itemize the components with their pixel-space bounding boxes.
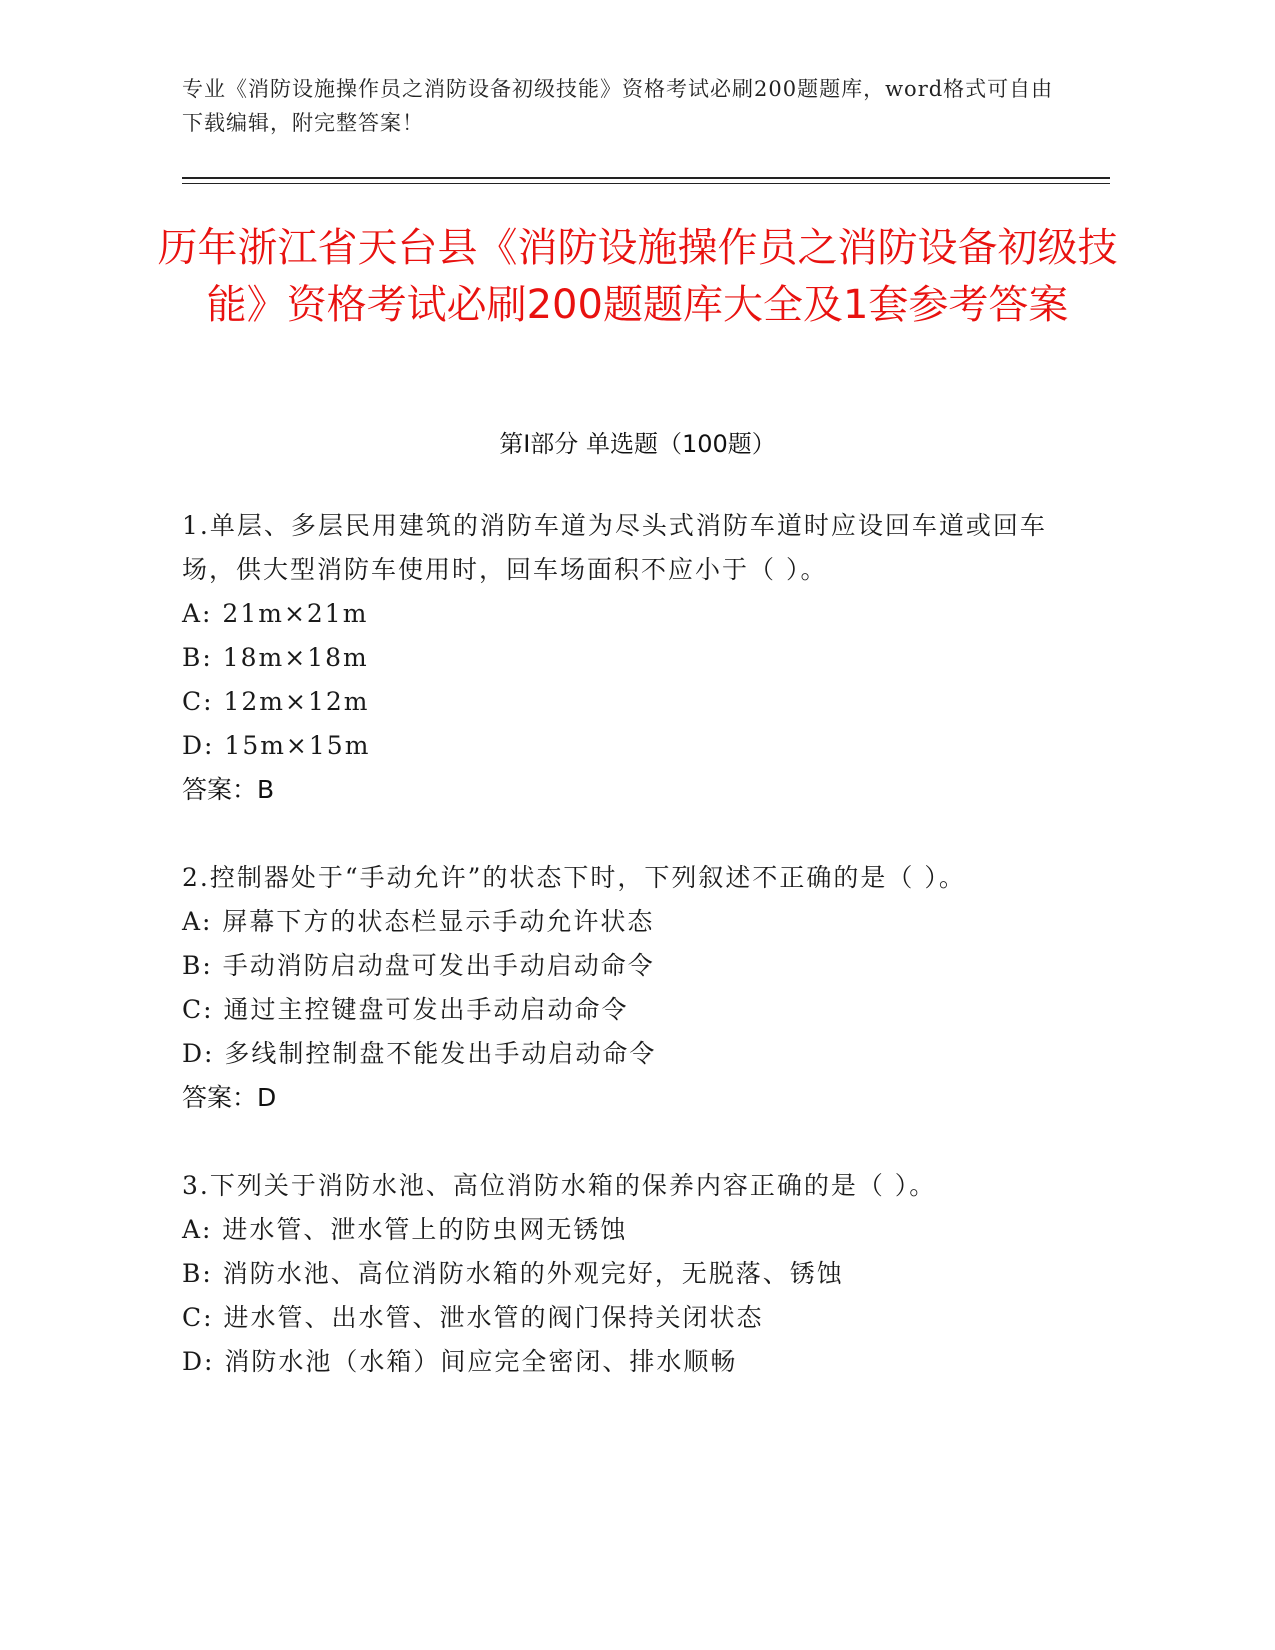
question-list	[182, 504, 1062, 1428]
option-a: A: 21m×21m	[182, 599, 369, 628]
option-b: B: 消防水池、高位消防水箱的外观完好，无脱落、锈蚀	[182, 1259, 844, 1288]
option-b: B: 手动消防启动盘可发出手动启动命令	[182, 951, 655, 980]
option-d: D: 多线制控制盘不能发出手动启动命令	[182, 1039, 657, 1068]
option-a: A: 屏幕下方的状态栏显示手动允许状态	[182, 907, 655, 936]
option-c: C: 通过主控键盘可发出手动启动命令	[182, 995, 629, 1024]
option-d: D: 15m×15m	[182, 731, 371, 760]
option-d: D: 消防水池（水箱）间应完全密闭、排水顺畅	[182, 1347, 738, 1376]
document-title: 历年浙江省天台县《消防设施操作员之消防设备初级技能》资格考试必刷200题题库大全及1套参考答案	[157, 225, 1118, 328]
question-stem: 2.控制器处于“手动允许”的状态下时，下列叙述不正确的是（ ）。	[182, 863, 966, 892]
option-c: C: 12m×12m	[182, 687, 370, 716]
answer: 答案：D	[182, 1083, 277, 1112]
answer: 答案：B	[182, 775, 275, 804]
question-stem: 1.单层、多层民用建筑的消防车道为尽头式消防车道时应设回车道或回车场，供大型消防车使用时，回车场面积不应小于（ ）。	[182, 511, 1047, 584]
option-b: B: 18m×18m	[182, 643, 369, 672]
question-stem: 3.下列关于消防水池、高位消防水箱的保养内容正确的是（ ）。	[182, 1171, 937, 1200]
header-note: 专业《消防设施操作员之消防设备初级技能》资格考试必刷200题题库，word格式可自由下载编辑，附完整答案！	[182, 77, 1054, 135]
header-divider-thin	[182, 183, 1110, 184]
option-c: C: 进水管、出水管、泄水管的阀门保持关闭状态	[182, 1303, 764, 1332]
header-divider-thick	[182, 177, 1110, 179]
section-title: 第Ⅰ部分 单选题（100题）	[499, 430, 776, 458]
question-3	[182, 1164, 1062, 1384]
question-2	[182, 856, 1062, 1120]
question-1	[182, 504, 1062, 812]
option-a: A: 进水管、泄水管上的防虫网无锈蚀	[182, 1215, 628, 1244]
